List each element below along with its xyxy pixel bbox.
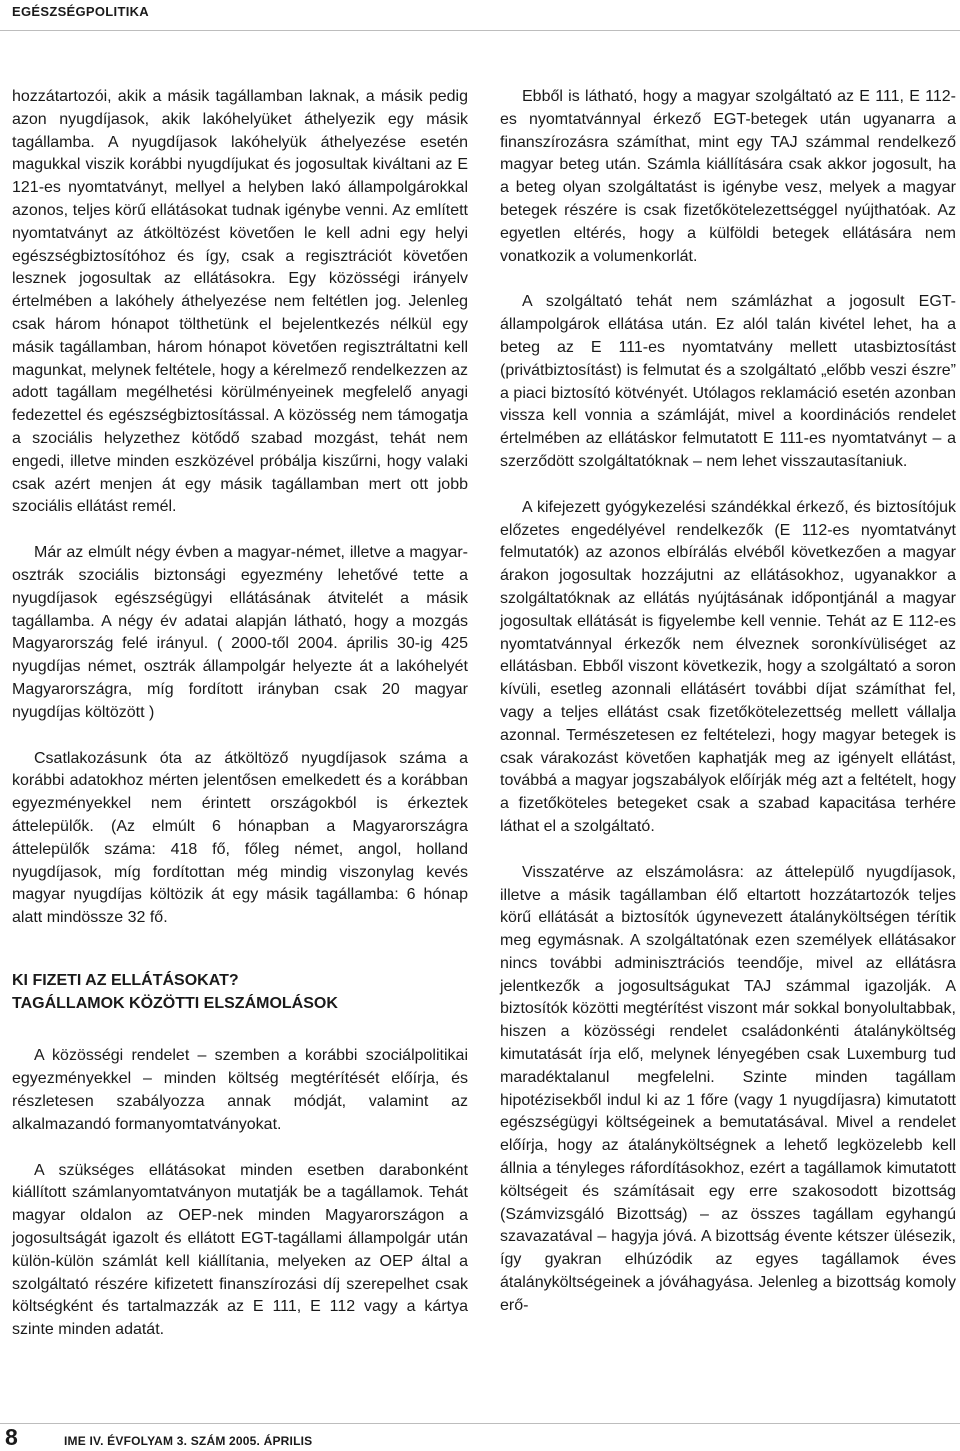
section-heading-line-1: KI FIZETI AZ ELLÁTÁSOKAT?: [12, 971, 239, 989]
page-number: 8: [5, 1424, 18, 1450]
paragraph-left-3: Csatlakozásunk óta az átköltöző nyugdíjasok száma a korábbi adatokhoz mérten jelentősen emelkedett és a korábban egyezményekkel nem érintett országokból is érkeztek áttelepülők. (Az elmúlt 6 hónapban a Magyarországra áttelepülők száma: 418 fő, főleg német, angol, holland nyugdíjasok, míg fordítottan még mindig viszonylag kevés magyar nyugdíjas költözik át egy másik tagállamba: 6 hónap alatt mindössze 32 fő.: [12, 749, 468, 927]
section-header: EGÉSZSÉGPOLITIKA: [12, 4, 149, 19]
header-divider: [0, 30, 960, 31]
section-heading-line-2: TAGÁLLAMOK KÖZÖTTI ELSZÁMOLÁSOK: [12, 994, 338, 1012]
paragraph-left-2: Már az elmúlt négy évben a magyar-német, illetve a magyar-osztrák szociális biztonsági egyezmény lehetővé tette a nyugdíjasok egészségügyi ellátásának átvitelét a másik tagállamba. A négy év adatai alapján látható, hogy a mozgás Magyarország felé irányul. ( 2000-től 2004. április 30-ig 425 nyugdíjas német, osztrák állampolgár helyezte át a lakóhelyét Magyarországra, míg fordított irányban csak 20 magyar nyugdíjas költözött ): [12, 544, 468, 721]
paragraph-right-3: A kifejezett gyógykezelési szándékkal érkező, és biztosítójuk előzetes engedélyével rendelkezők (E 112-es nyomtatványt felmutatók) az azonos elbírálás elvéből következően a magyar árakon jogosultak hozzájutni az ellátásokhoz, ugyanakkor a szolgáltatóknak az ellátás nyújtásának időpontjánál a magyar jogosultak ellátását is figyelembe kell venniе. Tehát az E 112-es nyomtatvánnyal érkezők nem élveznek soronkívüliséget az ellátásban. Ebből viszont következik, hogy a szolgáltató a soron kívüli, esetleg azonnali ellátásért további díjat számíthat fel, vagy a teljes ellátást csak fizetőkötelezettség mellett vállalja azonnal. Természetesen ez feltételezi, hogy magyar betegek is csak várakozást követően kaphatják meg az igényelt ellátást, továbbá a magyar jogszabályok előírják még azt a feltételt, hogy a fizetőköteles betegeket csak a szabad kapacitása terhére láthat el a szolgáltató.: [500, 498, 957, 835]
section-heading: [12, 970, 468, 1016]
right-column: [500, 86, 956, 1318]
footer-divider: [0, 1423, 960, 1424]
paragraph-left-4: A közösségi rendelet – szemben a korábbi szociálpolitikai egyezményekkel – minden költség megtérítését előírja, és részletesen szabályozza annak módját, valamint az alkalmazandó formanyomtatványokat.: [12, 1047, 468, 1133]
left-column: [12, 86, 468, 1342]
paragraph-right-2: A szolgáltató tehát nem számlázhat a jogosult EGT-állampolgárok ellátása után. Ez alól talán kivétel lehet, ha a beteg az E 111-es nyomtatvány mellett utasbiztosítást (privátbiztosítást) is felmutat és a szolgáltató „előbb veszi észre” a piaci biztosító kötvényét. Utólagos reklamáció esetén azonban vissza kell vonnia a számláját, mivel a koordinációs rendelet értelmében az ellátáskor felmutatott E 111-es nyomtatványt – a szerződött szolgáltatóknak – nem lehet visszautasítaniuk.: [500, 293, 956, 470]
paragraph-right-4: Visszatérve az elszámolásra: az áttelepülő nyugdíjasok, illetve a másik tagállamban élő eltartott hozzátartozók teljes körű ellátását a biztosítók úgynevezett átalányköltségen térítik meg egymásnak. A szolgáltatónak ezen személyek ellátásakor nincs további adminisztrációs teendője, mivel az ellátásra jelentkezők a jogosultságukat TAJ számmal igazolják. A biztosítók közötti megtérítést viszont már sokkal bonyolultabbak, hiszen a közösségi rendelet családonkénti átalányköltség kimutatását írja elő, melynek lényegében csak Luxemburg tud maradéktalanul megfelelni. Szinte minden tagállam hipotézisekből indul ki az 1 főre (vagy 1 nyugdíjasra) kimutatott egészségügyi költségeinek a bemutatásával. Mivel a rendelet előírja, hogy az átalányköltségnek a lehető legközelebb kell állnia a tényleges ráfordításokhoz, ezért a tagállamok kimutatott költségeit és számításait egy erre szakosodott bizottság (Számvizsgáló Bizottság) – az összes tagállam egyhangú szavazatával – hagyja jóvá. A bizottság évente kétszer ülésezik, így gyakran elhúzódik az egyes tagállamok éves átalányköltségeinek a jóváhagyása. Jelenleg a bizottság komoly erő-: [500, 863, 956, 1314]
journal-info: IME IV. ÉVFOLYAM 3. SZÁM 2005. ÁPRILIS: [64, 1434, 313, 1448]
paragraph-left-5: A szükséges ellátásokat minden esetben darabonként kiállított számlanyomtatványon mutatják be a tagállamok. Tehát magyar oldalon az OEP-nek minden Magyarországon a jogosultságát igazolt és ellátott EGT-tagállami állampolgár után külön-külön számlát kell kiállítania, melyeken az OEP által a szolgáltató részére kifizetett finanszírozási díj szerepelhet csak költségként és tartalmazzák az E 111, E 112 vagy a kártya szinte minden adatát.: [12, 1161, 468, 1339]
paragraph-left-1: hozzátartozói, akik a másik tagállamban laknak, a másik pedig azon nyugdíjasok, akik lakóhelyüket áthelyezik egy másik tagállamba. A nyugdíjasok lakóhelyük áthelyezése esetén magukkal viszik korábbi nyugdíjukat és jogosultak kiváltani az E 121-es nyomtatványt, mellyel a helyben lakó állampolgárokkal azonos, teljes körű ellátásokat tudnak igénybe venni. Az említett nyomtatványt az átköltözést követően le kell adni egy helyi egészségbiztosítóhoz és így, csak a regisztrációt követően lesznek jogosultak az ellátásokra. Egy közösségi irányelv értelmében a lakóhely áthelyezése nem feltétlen jog. Jelenleg csak három hónapot tölthetünk el bejelentkezés nélkül egy másik tagállamban, három hónapot követően regisztráltatni kell magunkat, melynek feltétele, hogy a kérelmező rendelkezzen az adott tagállam megélhetési körülményeinek megfelelő anyagi fedezettel és egészségbiztosítással. A közösség nem támogatja a szociális helyzethez kötődő szabad mozgást, tehát nem engedi, illetve minden eszközével próbálja kiszűrni, hogy valaki csak azért menjen át egy másik tagállamban mert ott jobb szociális ellátást remél.: [12, 88, 468, 516]
paragraph-right-1: Ebből is látható, hogy a magyar szolgáltató az E 111, E 112-es nyomtatvánnyal érkező EGT-betegek után ugyanarra a finanszírozásra számíthat, mint egy TAJ számmal rendelkező magyar beteg után. Számla kiállítására csak akkor jogosult, ha a beteg olyan szolgáltatást is igénybe vesz, melyek a magyar betegek részére is csak fizetőkötelezettséggel nyújthatóak. Az egyetlen eltérés, hogy a külföldi betegek ellátására nem vonatkozik a volumenkorlát.: [500, 88, 956, 265]
